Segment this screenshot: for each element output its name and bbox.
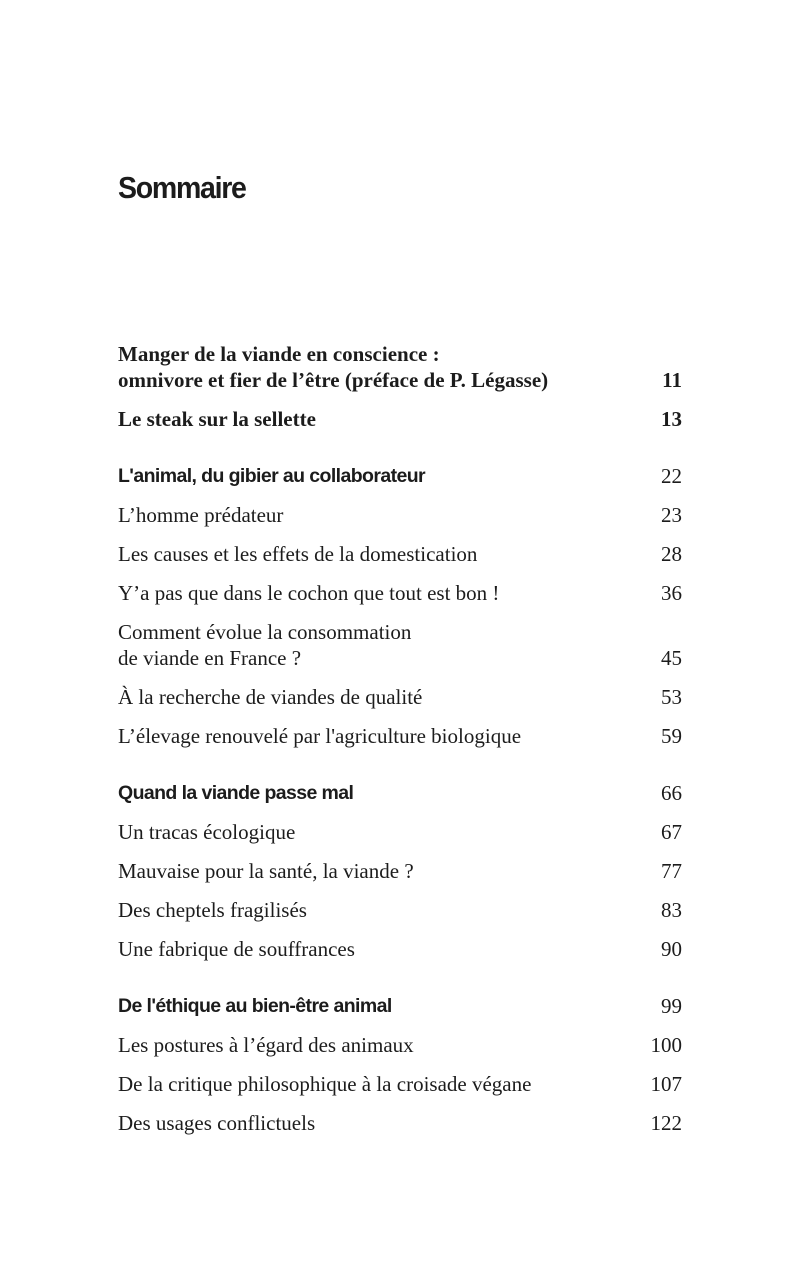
- toc-section-label: De l'éthique au bien-être animal: [118, 995, 392, 1017]
- toc-entry-label: Mauvaise pour la santé, la viande ?: [118, 859, 414, 883]
- toc-entry-page: 28: [661, 542, 682, 566]
- toc-entry[interactable]: [118, 684, 682, 710]
- toc-entry-label: Un tracas écologique: [118, 820, 296, 844]
- toc-section-heading[interactable]: [118, 993, 682, 1019]
- toc-entry-page: 83: [661, 898, 682, 922]
- toc-entry[interactable]: [118, 541, 682, 567]
- toc-entry-label-line2: omnivore et fier de l’être (préface de P. Légasse): [118, 368, 549, 392]
- toc-entry-page: 45: [661, 646, 682, 670]
- toc-entry-page: 36: [661, 581, 682, 605]
- toc-entry[interactable]: [118, 819, 682, 845]
- toc-entry-label: Des usages conflictuels: [118, 1111, 316, 1135]
- toc-entry[interactable]: [118, 723, 682, 749]
- toc-entry-label: Une fabrique de souffrances: [118, 937, 355, 961]
- table-of-contents: [118, 341, 682, 1149]
- toc-entry-page: 107: [650, 1072, 682, 1096]
- toc-entry[interactable]: [118, 502, 682, 528]
- toc-entry-label-line2: de viande en France ?: [118, 646, 302, 670]
- toc-entry-page: 67: [661, 820, 682, 844]
- toc-section-page: 99: [661, 994, 682, 1018]
- toc-section-label: Quand la viande passe mal: [118, 782, 354, 804]
- toc-entry-label: [118, 619, 411, 671]
- toc-entry-label: Des cheptels fragilisés: [118, 898, 307, 922]
- toc-section-heading[interactable]: [118, 463, 682, 489]
- toc-entry-page: 13: [661, 407, 682, 431]
- toc-entry-label: Y’a pas que dans le cochon que tout est bon !: [118, 581, 500, 605]
- toc-entry-label: [118, 341, 548, 393]
- toc-entry-label: L’élevage renouvelé par l'agriculture biologique: [118, 724, 522, 748]
- toc-entry-label: Les causes et les effets de la domestication: [118, 542, 478, 566]
- toc-entry[interactable]: [118, 897, 682, 923]
- page-title: Sommaire: [118, 170, 246, 205]
- toc-entry-page: 77: [661, 859, 682, 883]
- toc-section-heading[interactable]: [118, 780, 682, 806]
- toc-entry-intro[interactable]: [118, 406, 682, 432]
- toc-entry-page: 90: [661, 937, 682, 961]
- toc-entry-page: 11: [662, 368, 682, 392]
- toc-section-page: 66: [661, 781, 682, 805]
- toc-entry[interactable]: [118, 1071, 682, 1097]
- toc-entry-label: Les postures à l’égard des animaux: [118, 1033, 414, 1057]
- toc-entry[interactable]: [118, 858, 682, 884]
- toc-entry-label-line1: Manger de la viande en conscience :: [118, 342, 440, 366]
- toc-entry-preface[interactable]: [118, 341, 682, 393]
- toc-entry[interactable]: [118, 619, 682, 671]
- toc-entry-label: De la critique philosophique à la croisade végane: [118, 1072, 532, 1096]
- toc-entry[interactable]: [118, 1032, 682, 1058]
- toc-section-page: 22: [661, 464, 682, 488]
- toc-entry-label: L’homme prédateur: [118, 503, 284, 527]
- toc-entry[interactable]: [118, 1110, 682, 1136]
- toc-entry-page: 122: [650, 1111, 682, 1135]
- toc-entry-page: 59: [661, 724, 682, 748]
- toc-section-label: L'animal, du gibier au collaborateur: [118, 465, 426, 487]
- toc-entry-page: 53: [661, 685, 682, 709]
- toc-entry-page: 100: [650, 1033, 682, 1057]
- toc-entry[interactable]: [118, 580, 682, 606]
- toc-entry-page: 23: [661, 503, 682, 527]
- toc-entry-label-line1: Comment évolue la consommation: [118, 620, 412, 644]
- toc-entry[interactable]: [118, 936, 682, 962]
- toc-entry-label: Le steak sur la sellette: [118, 407, 316, 431]
- toc-entry-label: À la recherche de viandes de qualité: [118, 685, 423, 709]
